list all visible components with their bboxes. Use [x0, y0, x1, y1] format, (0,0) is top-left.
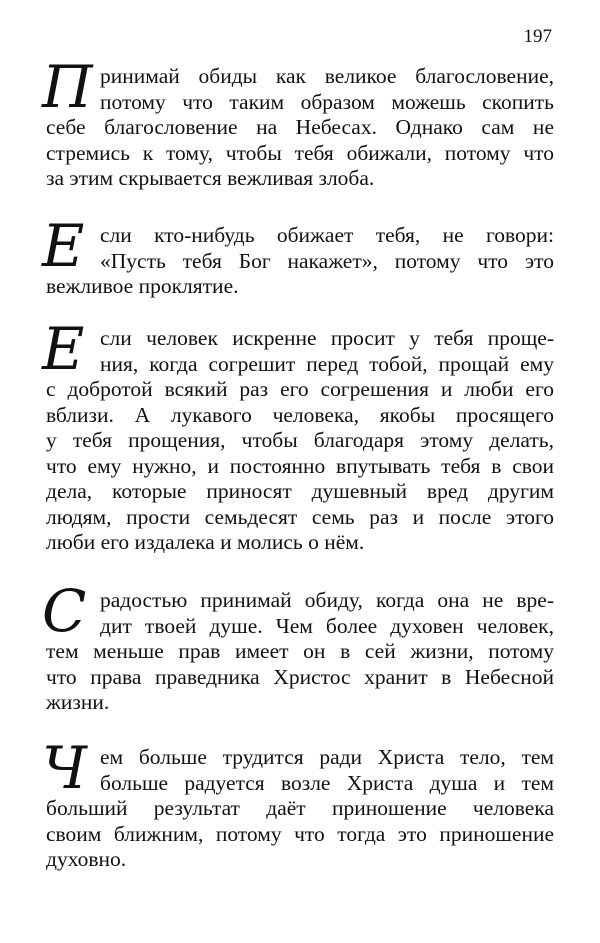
- text-line: ем больше трудится ради Христа тело, тем: [100, 745, 554, 769]
- text-line: ния, когда согрешит перед тобой, прощай ему: [100, 351, 554, 376]
- text-line: что права праведника Христос хранит в Небесной: [46, 664, 554, 689]
- text-line: себе благословение на Небесах. Однако сам не: [46, 115, 554, 139]
- paragraph-4: [42, 577, 554, 716]
- text-line: сли кто-нибудь обижает тебя, не говори:: [100, 223, 554, 247]
- text-line: ринимай обиды как великое благословение,: [100, 64, 554, 88]
- text-line: дит твоей душе. Чем более духовен человек,: [100, 613, 554, 638]
- text-line: стремись к тому, чтобы тебя обижали, потому что: [46, 140, 554, 165]
- paragraph-2: [42, 212, 554, 300]
- text-line: сли человек искренне просит у тебя проще-: [100, 326, 554, 350]
- text-line: своим ближним, потому что тогда это приношение: [46, 821, 554, 846]
- text-line: люби его издалека и молись о нём.: [46, 530, 365, 554]
- text-line: с добротой всякий раз его согрешения и люби его: [46, 377, 554, 401]
- text-line: больше радуется возле Христа душа и тем: [100, 770, 554, 795]
- text-line: дела, которые приносят душевный вред другим: [46, 479, 554, 503]
- text-line: вблизи. А лукавого человека, якобы просящего: [46, 402, 554, 427]
- paragraph-3: [42, 315, 554, 556]
- text-line: духовно.: [46, 847, 127, 871]
- drop-cap: Е: [42, 315, 85, 383]
- text-line: радостью принимай обиду, когда она не вре-: [100, 588, 554, 612]
- text-line: жизни.: [46, 690, 110, 714]
- drop-cap: Е: [42, 212, 85, 280]
- drop-cap: П: [42, 53, 93, 121]
- text-line: у тебя прощения, чтобы благодаря этому делать,: [46, 428, 554, 452]
- text-line: что ему нужно, и постоянно впутывать тебя в свои: [46, 453, 554, 478]
- paragraph-1: [42, 53, 554, 192]
- text-line: людям, прости семьдесят семь раз и после этого: [46, 504, 554, 529]
- text-line: «Пусть тебя Бог накажет», потому что это: [100, 248, 554, 273]
- text-line: тем меньше прав имеет он в сей жизни, потому: [46, 639, 554, 663]
- page-number: 197: [523, 26, 552, 47]
- text-line: больший результат даёт приношение человека: [46, 796, 554, 820]
- drop-cap: С: [42, 577, 87, 645]
- text-line: вежливое проклятие.: [46, 274, 239, 298]
- text-line: потому что таким образом можешь скопить: [100, 89, 554, 114]
- text-line: за этим скрывается вежливая злоба.: [46, 166, 375, 190]
- drop-cap: Ч: [42, 734, 87, 802]
- paragraph-5: [42, 734, 554, 873]
